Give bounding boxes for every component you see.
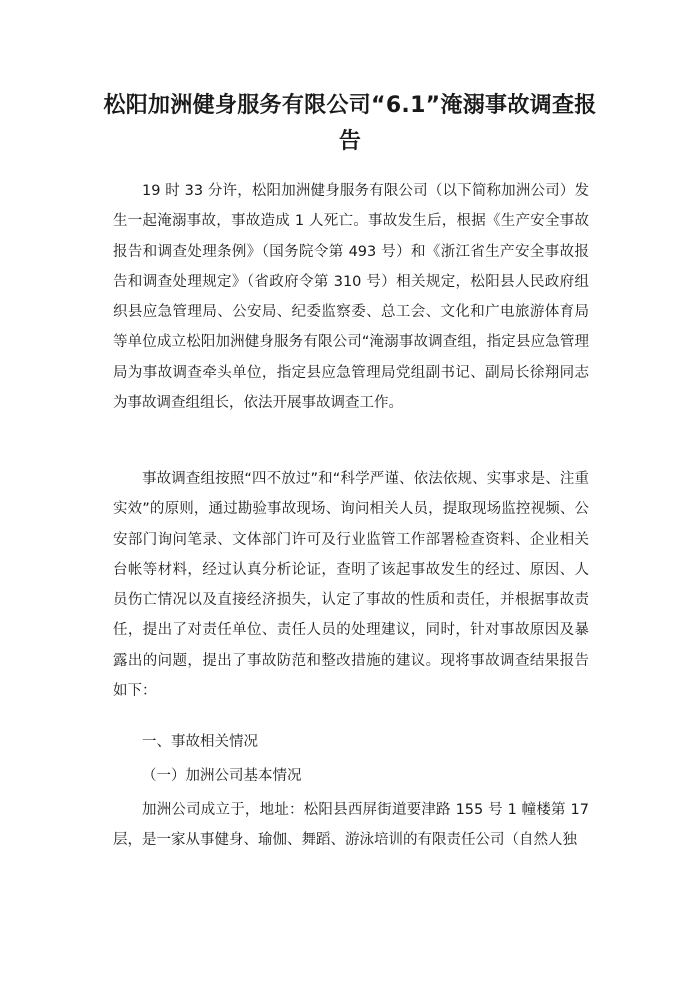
document-title: 松阳加洲健身服务有限公司“6.1”淹溺事故调查报告 xyxy=(103,93,597,154)
company-info-paragraph: 加洲公司成立于，地址：松阳县西屏街道要津路 155 号 1 幢楼第 17 层，是一家从事健身、瑜伽、舞蹈、游泳培训的有限责任公司（自然人独 xyxy=(113,802,589,849)
method-paragraph: 事故调查组按照“四不放过”和“科学严谨、依法依规、实事求是、注重实效”的原则，通过勘验事故现场、询问相关人员，提取现场监控视频、公安部门询问笔录、文体部门许可及行业监管工作部署检查资料、企业相关台帐等材料，经过认真分析论证，查明了该起事故发生的经过、原因、人员伤亡情况以及直接经济损失，认定了事故的性质和责任，并根据事故责任，提出了对责任单位、责任人员的处理建议，同时，针对事故原因及暴露出的问题，提出了事故防范和整改措施的建议。现将事故调查结果报告如下： xyxy=(113,471,589,700)
section-heading: 一、事故相关情况 xyxy=(142,734,258,750)
subsection-heading: （一）加洲公司基本情况 xyxy=(142,768,302,784)
intro-paragraph: 19 时 33 分许，松阳加洲健身服务有限公司（以下简称加洲公司）发生一起淹溺事故，事故造成 1 人死亡。事故发生后，根据《生产安全事故报告和调查处理条例》（国务院令第 493 号）和《浙江省生产安全事故报告和调查处理规定》（省政府令第 310 号）相关规定，松阳县人民政府组织县应急管理局、公安局、纪委监察委、总工会、文化和广电旅游体育局等单位成立松阳加洲健身服务有限公司“淹溺事故调查组，指定县应急管理局为事故调查牵头单位，指定县应急管理局党组副书记、副局长徐翔同志为事故调查组组长，依法开展事故调查工作。 xyxy=(113,183,589,412)
